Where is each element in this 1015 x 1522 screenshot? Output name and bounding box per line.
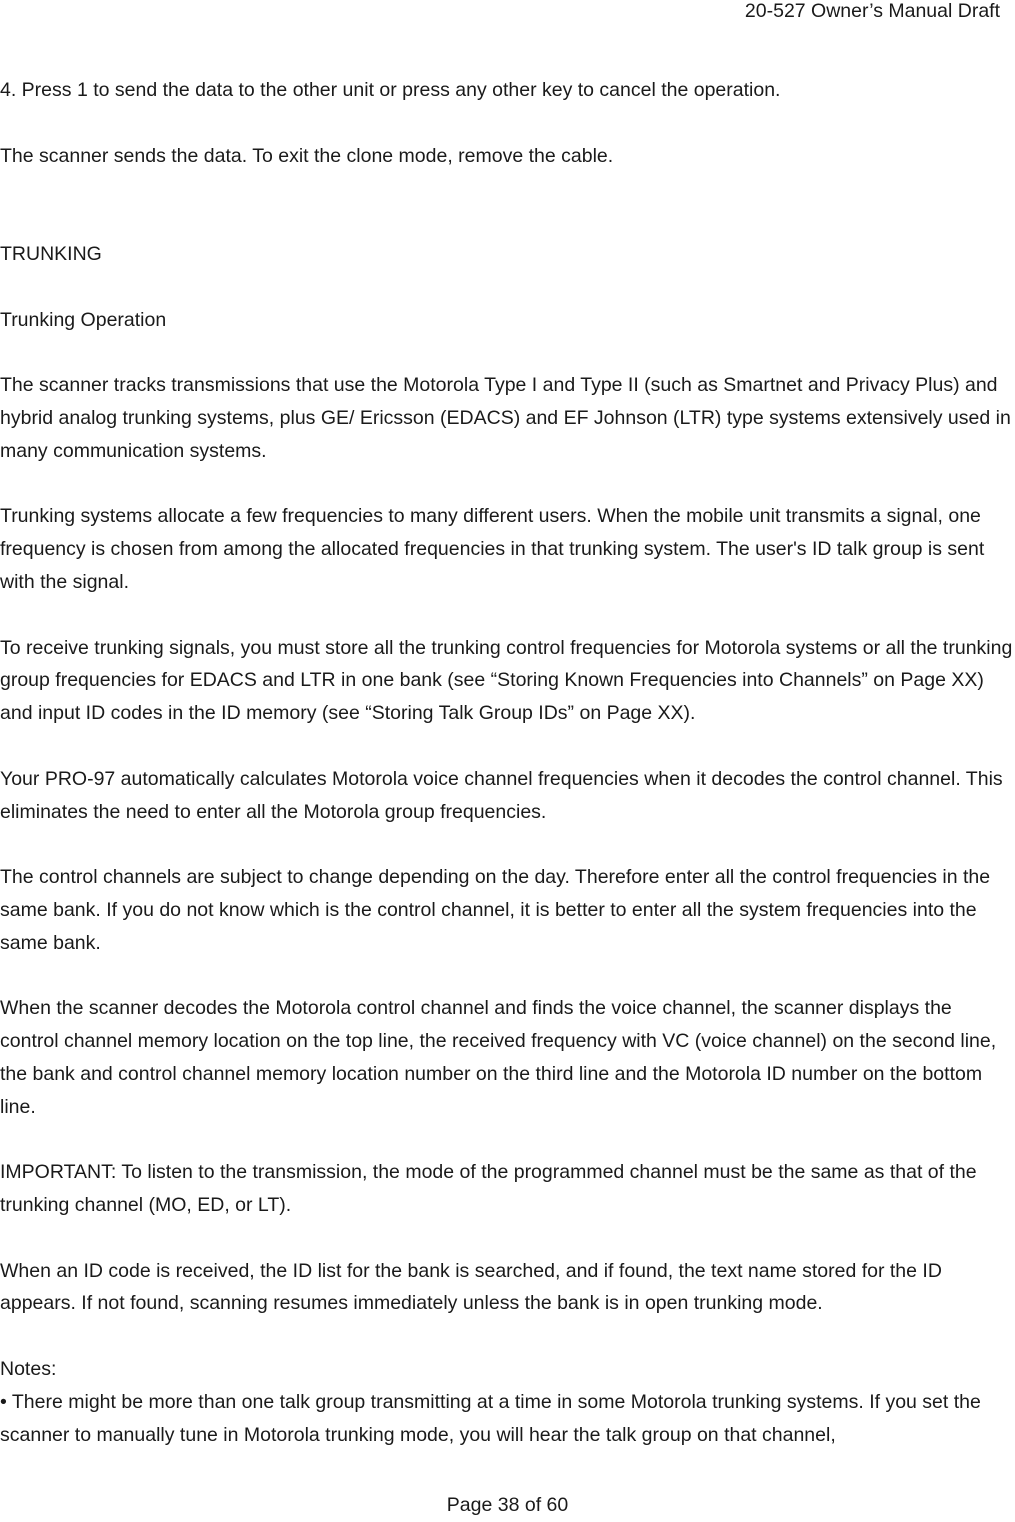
id-code-paragraph: When an ID code is received, the ID list for the bank is searched, and if found, the text name stored for the ID appears. If not found, scanning resumes immediately unless the bank is in open trunking mode.: [0, 1259, 942, 1315]
voice-channel-paragraph: Your PRO-97 automatically calculates Motorola voice channel frequencies when it decodes the control channel. This eliminates the need to enter all the Motorola group frequencies.: [0, 767, 1003, 823]
note-item: • There might be more than one talk group transmitting at a time in some Motorola trunking systems. If you set the scanner to manually tune in Motorola trunking mode, you will hear the talk group on that channel,: [0, 1390, 981, 1446]
step-4-paragraph: 4. Press 1 to send the data to the other unit or press any other key to cancel the operation.: [0, 79, 781, 101]
receive-trunking-paragraph: To receive trunking signals, you must store all the trunking control frequencies for Motorola systems or all the trunking group frequencies for EDACS and LTR in one bank (see “Storing Known Frequencies into Channels” on Page XX) and input ID codes in the ID memory (see “Storing Talk Group IDs” on Page XX).: [0, 636, 1013, 725]
display-lines-paragraph: When the scanner decodes the Motorola control channel and finds the voice channel, the scanner displays the control channel memory location on the top line, the received frequency with VC (voice channel) on the second line, the bank and control channel memory location number on the third line and the Motorola ID number on the bottom line.: [0, 997, 997, 1118]
clone-exit-paragraph: The scanner sends the data. To exit the clone mode, remove the cable.: [0, 144, 614, 167]
notes-label: Notes:: [0, 1358, 57, 1381]
frequency-allocation-paragraph: Trunking systems allocate a few frequencies to many different users. When the mobile unit transmits a signal, one frequency is chosen from among the allocated frequencies in that trunking system. The user's ID talk group is sent with the signal.: [0, 505, 985, 593]
section-heading: TRUNKING: [0, 242, 102, 265]
subsection-heading: Trunking Operation: [0, 308, 167, 331]
trunking-systems-paragraph: The scanner tracks transmissions that use the Motorola Type I and Type II (such as Smartnet and Privacy Plus) and hybrid analog trunking systems, plus GE/ Ericsson (EDACS) and EF Johnson (LTR) type systems extensively used in many communication systems.: [0, 374, 1011, 462]
page-number: Page 38 of 60: [446, 1494, 569, 1516]
control-channels-paragraph: The control channels are subject to change depending on the day. Therefore enter all the control frequencies in the same bank. If you do not know which is the control channel, it is better to enter all the system frequencies into the same bank.: [0, 866, 991, 954]
page-body: [0, 74, 1015, 1451]
document-header: 20-527 Owner’s Manual Draft: [744, 0, 1000, 22]
important-note-paragraph: IMPORTANT: To listen to the transmission, the mode of the programmed channel must be the same as that of the trunking channel (MO, ED, or LT).: [0, 1161, 977, 1217]
